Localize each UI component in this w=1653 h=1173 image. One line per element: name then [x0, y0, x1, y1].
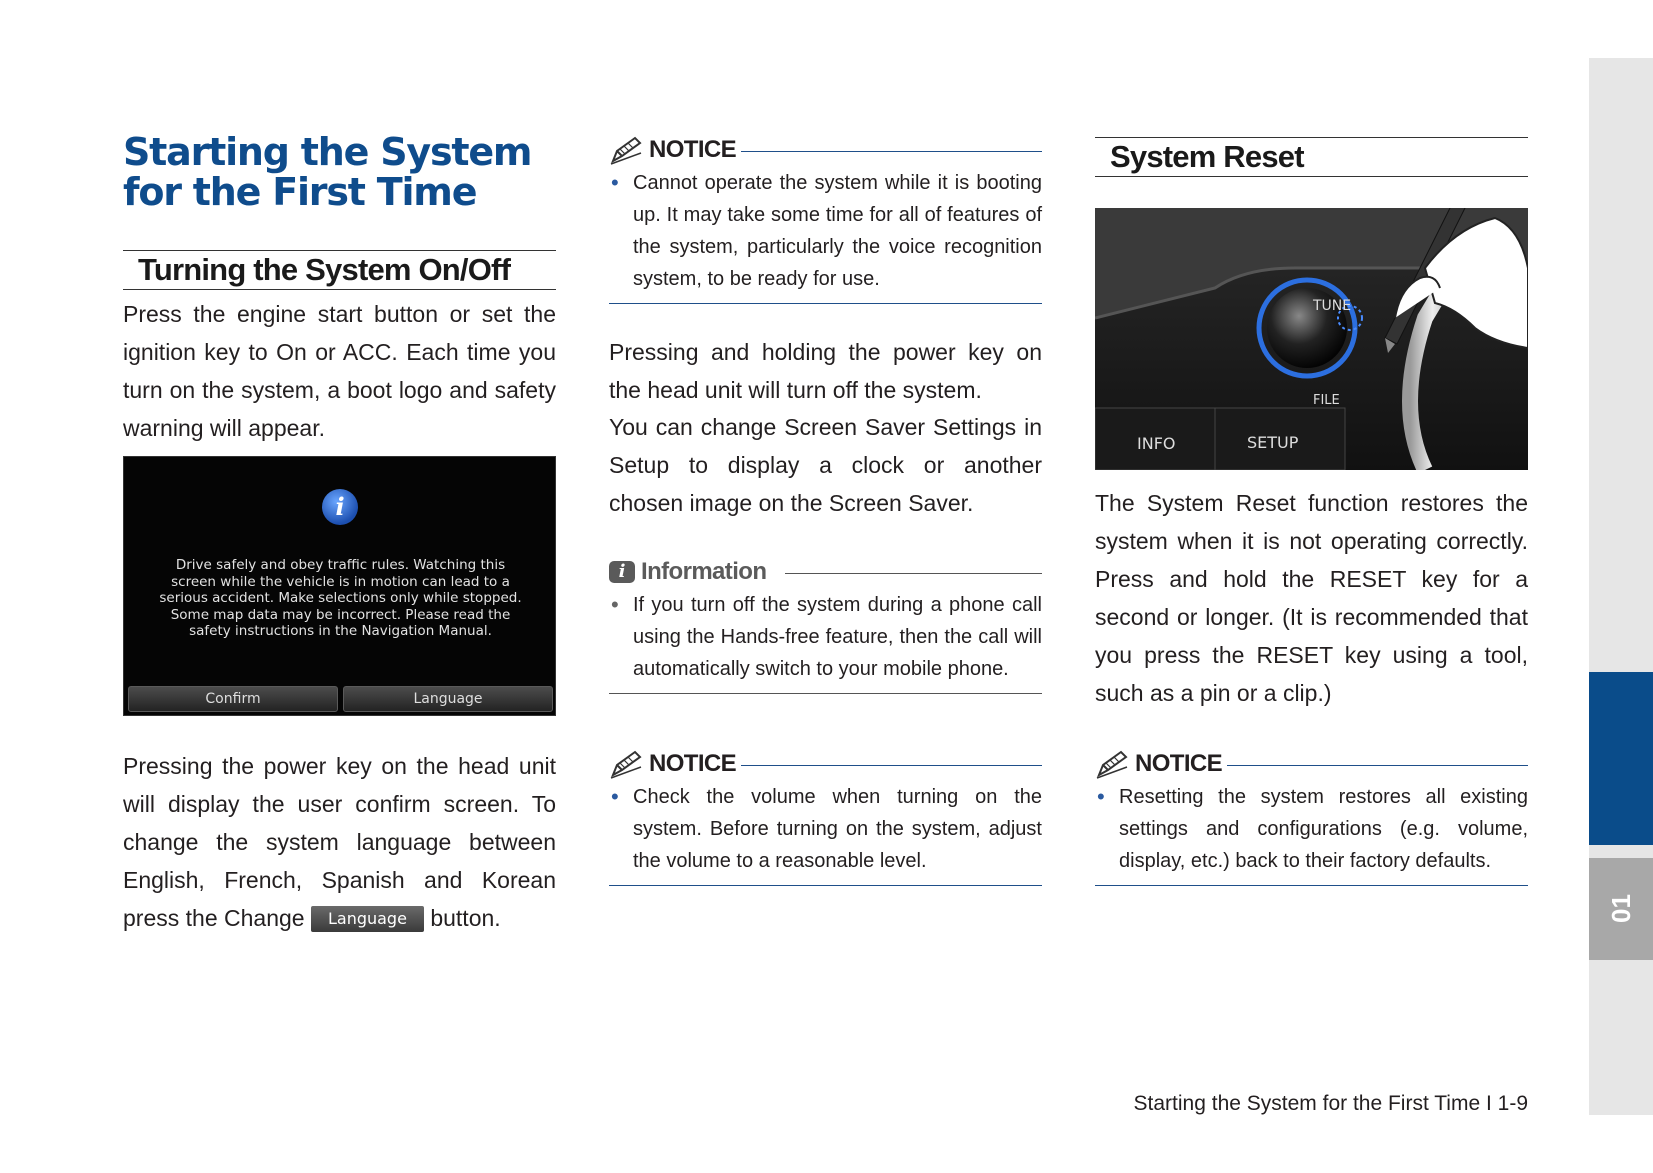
notice-bullet-text: Resetting the system restores all existing settings and configurations (e.g. volume, display, etc.) back to their factory defaults.	[1119, 786, 1528, 872]
information-icon: i	[609, 561, 635, 583]
notice-booting	[609, 133, 1042, 304]
information-bottom-rule	[609, 693, 1042, 694]
tune-label: TUNE	[1313, 298, 1352, 314]
chapter-number-text: 01	[1606, 894, 1636, 924]
page-footer: Starting the System for the First Time I 1-9	[1133, 1092, 1528, 1115]
head-unit-photo	[1095, 208, 1528, 470]
notice-rule	[1227, 765, 1528, 766]
language-paragraph-end: button.	[430, 905, 501, 931]
chapter-number	[1589, 858, 1653, 960]
information-bullet-text: If you turn off the system during a phone call using the Hands-free feature, then the call will automatically switch to your mobile phone.	[633, 594, 1042, 680]
language-button[interactable]: Language	[343, 686, 553, 712]
language-paragraph-text: Pressing the power key on the head unit will display the user confirm screen. To change the system language between English, French, Spanish and Korean press the Change	[123, 753, 556, 931]
side-chapter-marker	[1589, 672, 1653, 845]
notice-label: NOTICE	[649, 747, 744, 781]
notice-volume	[609, 747, 1042, 886]
notice-rule	[741, 151, 1042, 152]
pencil-icon	[1095, 749, 1129, 779]
info-icon: i	[322, 489, 358, 525]
information-bullet: • If you turn off the system during a phone call using the Hands-free feature, then the call will automatically switch to your mobile phone.	[611, 592, 1042, 680]
power-off-paragraph: Pressing and holding the power key on the head unit will turn off the system.	[609, 339, 1042, 403]
screen-saver-paragraph: You can change Screen Saver Settings in Setup to display a clock or another chosen image on the Screen Saver.	[609, 414, 1042, 516]
notice-bullet: • Cannot operate the system while it is booting up. It may take some time for all of features of the system, particularly the voice recognition system, to be ready for use.	[611, 170, 1042, 290]
notice-bottom-rule	[609, 303, 1042, 304]
information-label: Information	[641, 558, 767, 585]
pencil-icon	[609, 135, 643, 165]
section-heading-on-off: Turning the System On/Off	[123, 250, 556, 290]
notice-bullet: • Check the volume when turning on the system. Before turning on the system, adjust the volume to a reasonable level.	[611, 784, 1042, 872]
section-heading-system-reset: System Reset	[1095, 137, 1528, 177]
confirm-button[interactable]: Confirm	[128, 686, 338, 712]
notice-rule	[741, 765, 1042, 766]
language-paragraph	[123, 747, 556, 937]
safety-warning-message: Drive safely and obey traffic rules. Watching this screen while the vehicle is in motion can lead to a serious accident. Make selections only while stopped. Some map data may be incorrect. Please read the safety instructions in the Navigation Manual.	[159, 557, 522, 639]
inline-language-button: Language	[311, 906, 424, 932]
notice-reset	[1095, 747, 1528, 886]
information-box	[609, 555, 1042, 694]
file-label: FILE	[1313, 393, 1340, 408]
notice-bottom-rule	[1095, 885, 1528, 886]
info-label: INFO	[1137, 434, 1176, 453]
notice-label: NOTICE	[649, 133, 744, 167]
setup-label: SETUP	[1247, 433, 1299, 452]
notice-bullet-text: Check the volume when turning on the system. Before turning on the system, adjust the volume to a reasonable level.	[633, 786, 1042, 872]
pencil-icon	[609, 749, 643, 779]
information-rule	[785, 573, 1042, 574]
notice-bullet: • Resetting the system restores all existing settings and configurations (e.g. volume, display, etc.) back to their factory defaults.	[1097, 784, 1528, 872]
on-off-paragraph: Press the engine start button or set the ignition key to On or ACC. Each time you turn on the system, a boot logo and safety warning will appear.	[123, 301, 556, 441]
reset-key-illustration	[1095, 208, 1528, 470]
notice-label: NOTICE	[1135, 747, 1230, 781]
page-title: Starting the System for the First Time	[123, 130, 532, 214]
notice-bullet-text: Cannot operate the system while it is booting up. It may take some time for all of features of the system, particularly the voice recognition system, to be ready for use.	[633, 172, 1042, 290]
system-reset-paragraph: The System Reset function restores the system when it is not operating correctly. Press and hold the RESET key for a second or longer. (It is recommended that you press the RESET key using a tool, such as a pin or a clip.)	[1095, 490, 1528, 706]
boot-warning-screen	[123, 456, 556, 716]
notice-bottom-rule	[609, 885, 1042, 886]
